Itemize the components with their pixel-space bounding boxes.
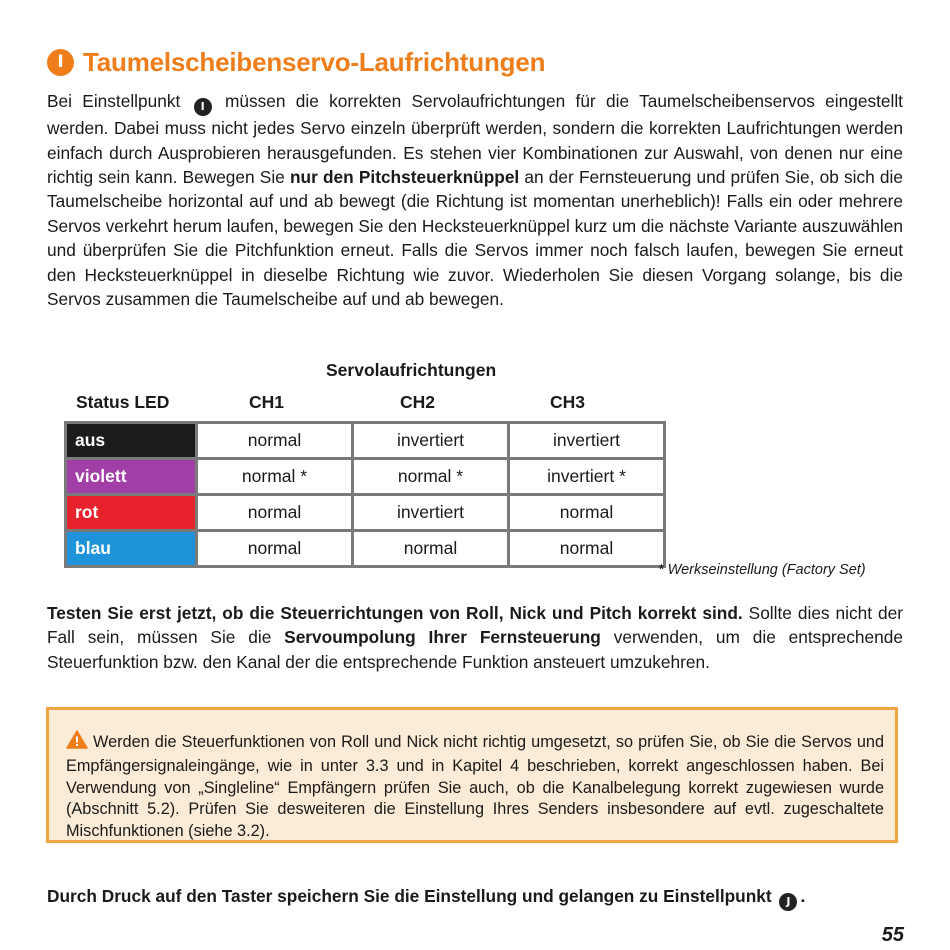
- header-ch2: CH2: [400, 392, 436, 412]
- servo-direction-table: [64, 421, 666, 568]
- step-badge-inline-icon: I: [194, 98, 212, 116]
- ch2-cell: normal: [354, 532, 507, 565]
- section-heading: [47, 44, 545, 80]
- page-number: 55: [881, 924, 904, 946]
- header-ch1: CH1: [249, 392, 285, 412]
- test-bold-a: Testen Sie erst jetzt, ob die Steuerrichtungen von Roll, Nick und Pitch korrekt sind.: [47, 603, 743, 623]
- intro-bold: nur den Pitchsteuerknüppel: [289, 167, 520, 188]
- step-badge-icon: I: [47, 49, 74, 76]
- ch1-cell: normal: [198, 424, 351, 457]
- table-caption: Servolaufrichtungen: [326, 360, 497, 380]
- ch3-cell: normal: [510, 496, 663, 529]
- led-cell: aus: [67, 424, 195, 457]
- table-footnote: * Werkseinstellung (Factory Set): [658, 562, 866, 578]
- led-cell: rot: [67, 496, 195, 529]
- table-row: [67, 532, 663, 565]
- ch1-cell: normal *: [198, 460, 351, 493]
- ch1-cell: normal: [198, 532, 351, 565]
- table-row: [67, 424, 663, 457]
- ch2-cell: invertiert: [354, 424, 507, 457]
- ch2-cell: normal *: [354, 460, 507, 493]
- final-end: .: [800, 886, 806, 906]
- warning-triangle-icon: [66, 730, 88, 756]
- intro-text-a: müssen die korrekten Servolaufrichtungen für die Taumelscheibenservos eingestellt werden. Dabei muss nicht jedes Servo einzeln überprüft werden, sondern die korrekten Laufrichtungen werden einfach durch Ausprobieren herausgefunden. Es stehen vier Kombinationen zur Auswahl, von denen nur eine richtig sein kann. Bewegen Sie: [47, 91, 903, 188]
- table-row: [67, 460, 663, 493]
- test-bold-b: Servoumpolung Ihrer Fernsteuerung: [284, 627, 601, 648]
- led-cell: violett: [67, 460, 195, 493]
- intro-text-b: an der Fernsteuerung und prüfen Sie, ob sich die Taumelscheibe horizontal auf und ab bewegt (die Richtung ist momentan unerheblich)! Falls ein oder mehrere Servos verkehrt herum laufen, bewegen Sie den Hecksteuerknüppel kurz um die nächste Variante auszuwählen und überprüfen Sie die Pitchfunktion erneut. Falls die Servos immer noch falsch laufen, bewegen Sie erneut den Hecksteuerknüppel in dieselbe Richtung wie zuvor. Wiederholen Sie diesen Vorgang solange, bis die Servos zusammen die Taumelscheibe auf und ab bewegen.: [47, 167, 903, 310]
- warning-text: Werden die Steuerfunktionen von Roll und Nick nicht richtig umgesetzt, so prüfen Sie, ob Sie die Servos und Empfängersignaleingänge, wie in unter 3.3 und in Kapitel 4 beschrieben, korrekt angeschlossen haben. Bei Verwendung von „Singleline“ Empfängern prüfen Sie auch, ob die Kanalbelegung korrekt zugewiesen wurde (Abschnitt 5.2). Prüfen Sie desweiteren die Einstellung Ihres Senders insbesondere auf evtl. zugeschaltete Mischfunktionen (siehe 3.2).: [66, 733, 884, 841]
- ch1-cell: normal: [198, 496, 351, 529]
- header-ch3: CH3: [550, 392, 586, 412]
- ch2-cell: invertiert: [354, 496, 507, 529]
- header-status-led: Status LED: [76, 392, 170, 412]
- ch3-cell: invertiert *: [510, 460, 663, 493]
- test-text-a: Sollte dies nicht der Fall sein, müssen Sie die: [47, 603, 903, 648]
- warning-text-block: [66, 730, 884, 843]
- page-title: Taumelscheibenservo-Laufrichtungen: [83, 46, 546, 77]
- test-text-b: verwenden, um die entsprechende Steuerfunktion bzw. den Kanal der die entsprechende Funktion ansteuert umzukehren.: [47, 627, 903, 672]
- table-row: [67, 496, 663, 529]
- ch3-cell: normal: [510, 532, 663, 565]
- final-text: Durch Druck auf den Taster speichern Sie die Einstellung und gelangen zu Einstellpunkt: [47, 886, 772, 906]
- ch3-cell: invertiert: [510, 424, 663, 457]
- led-cell: blau: [67, 532, 195, 565]
- step-badge-next-icon: J: [779, 893, 797, 911]
- intro-text-pre: Bei Einstellpunkt: [47, 91, 181, 111]
- test-paragraph: [47, 601, 903, 674]
- intro-paragraph: [47, 89, 903, 311]
- final-instruction: [47, 886, 805, 911]
